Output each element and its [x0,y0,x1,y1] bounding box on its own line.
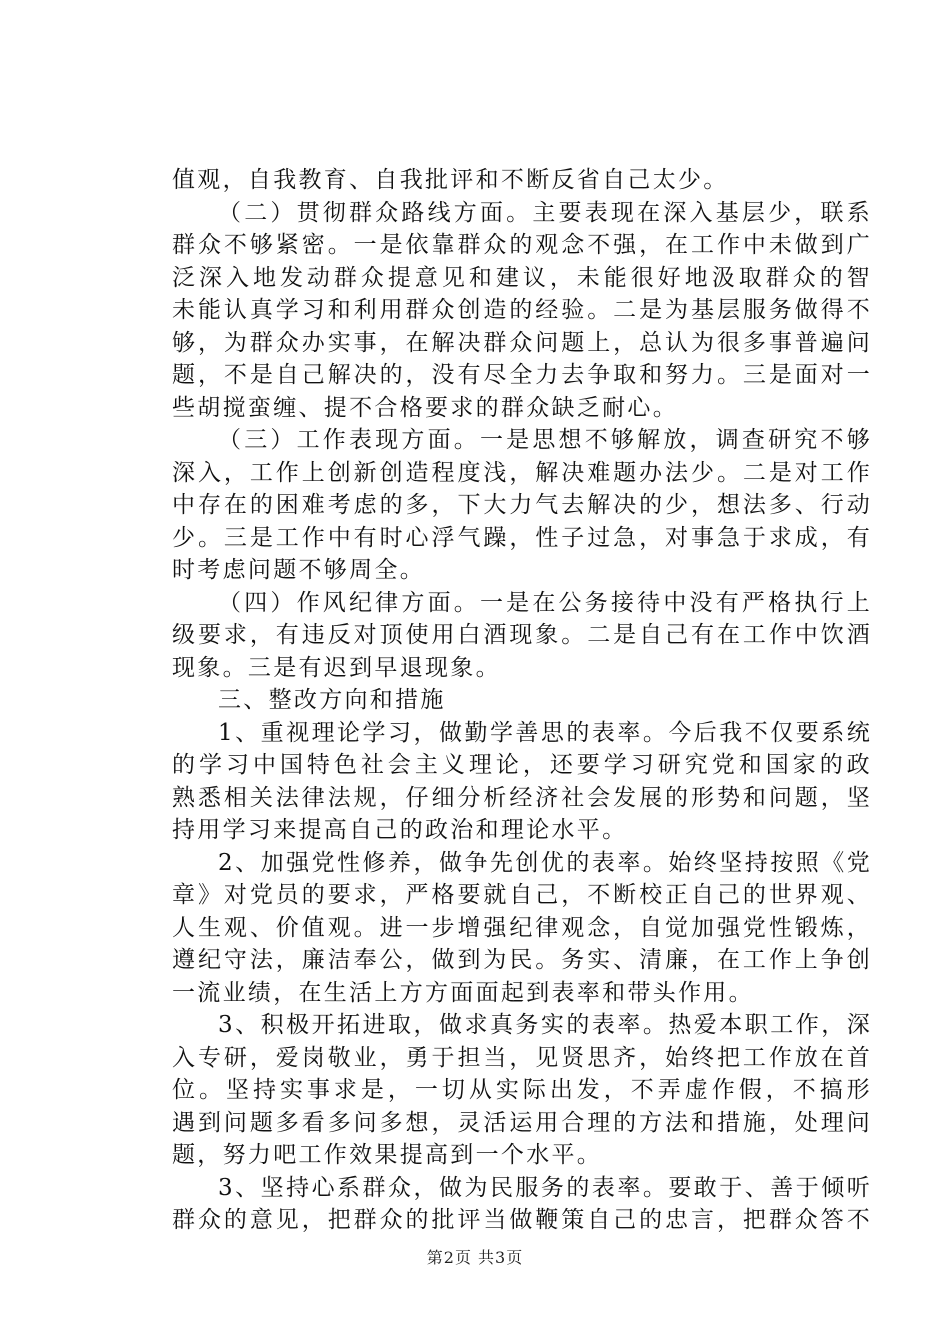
paragraph-heading-3: （三）工作表现方面。一是思想不够解放，调查研究不够 [218,427,872,453]
page-footer: 第2页 共3页 [426,1248,524,1267]
measure-heading-3: 3、积极开拓进取，做求真务实的表率。热爱本职工作，深 [218,1012,872,1038]
section-heading: 三、整改方向和措施 [218,687,446,713]
text-line: 群众的意见，把群众的批评当做鞭策自己的忠言，把群众答不 [172,1207,872,1233]
measure-heading-1: 1、重视理论学习，做勤学善思的表率。今后我不仅要系统 [218,719,872,746]
text-line: 时考虑问题不够周全。 [172,557,425,583]
text-line: 章》对党员的要求，严格要就自己，不断校正自己的世界观、 [172,882,872,908]
text-line: 少。三是工作中有时心浮气躁，性子过急，对事急于求成，有 [172,524,872,551]
paragraph-heading-2: （二）贯彻群众路线方面。主要表现在深入基层少，联系 [218,199,872,226]
text-line: 未能认真学习和利用群众创造的经验。二是为基层服务做得不 [172,297,872,323]
measure-heading-2: 2、加强党性修养，做争先创优的表率。始终坚持按照《党 [218,849,872,876]
text-line: 深入，工作上创新创造程度浅，解决难题办法少。二是对工作 [172,459,872,486]
text-line: 中存在的困难考虑的多，下大力气去解决的少，想法多、行动 [172,492,872,518]
text-line: 持用学习来提高自己的政治和理论水平。 [172,817,628,843]
paragraph-heading-4: （四）作风纪律方面。一是在公务接待中没有严格执行上 [218,589,872,616]
text-line: 些胡搅蛮缠、提不合格要求的群众缺乏耐心。 [172,394,678,421]
text-line: 群众不够紧密。一是依靠群众的观念不强，在工作中未做到广 [172,232,872,258]
document-body [172,164,872,1237]
measure-heading-4: 3、坚持心系群众，做为民服务的表率。要敢于、善于倾听 [218,1174,872,1201]
text-line: 值观，自我教育、自我批评和不断反省自己太少。 [172,167,729,193]
text-line: 遵纪守法，廉洁奉公，做到为民。务实、清廉，在工作上争创 [172,947,872,973]
text-line: 熟悉相关法律法规，仔细分析经济社会发展的形势和问题，坚 [172,784,872,811]
text-line: 位。坚持实事求是，一切从实际出发，不弄虚作假，不搞形 [172,1077,872,1103]
text-line: 的学习中国特色社会主义理论，还要学习研究党和国家的政 [172,752,872,778]
text-line: 人生观、价值观。进一步增强纪律观念，自觉加强党性锻炼， [172,914,872,941]
text-line: 够，为群众办实事，在解决群众问题上，总认为很多事普遍问 [172,329,872,356]
text-line: 泛深入地发动群众提意见和建议，未能很好地汲取群众的智 [172,264,872,291]
text-line: 题，不是自己解决的，没有尽全力去争取和努力。三是面对一 [172,362,872,388]
text-line: 入专研，爱岗敬业，勇于担当，见贤思齐，始终把工作放在首 [172,1044,872,1071]
text-line: 现象。三是有迟到早退现象。 [172,654,501,681]
text-line: 一流业绩，在生活上方方面面起到表率和带头作用。 [172,979,754,1006]
text-line: 遇到问题多看多问多想，灵活运用合理的方法和措施，处理问 [172,1109,872,1136]
text-line: 题，努力吧工作效果提高到一个水平。 [172,1142,603,1168]
text-line: 级要求，有违反对顶使用白酒现象。二是自己有在工作中饮酒 [172,622,872,648]
